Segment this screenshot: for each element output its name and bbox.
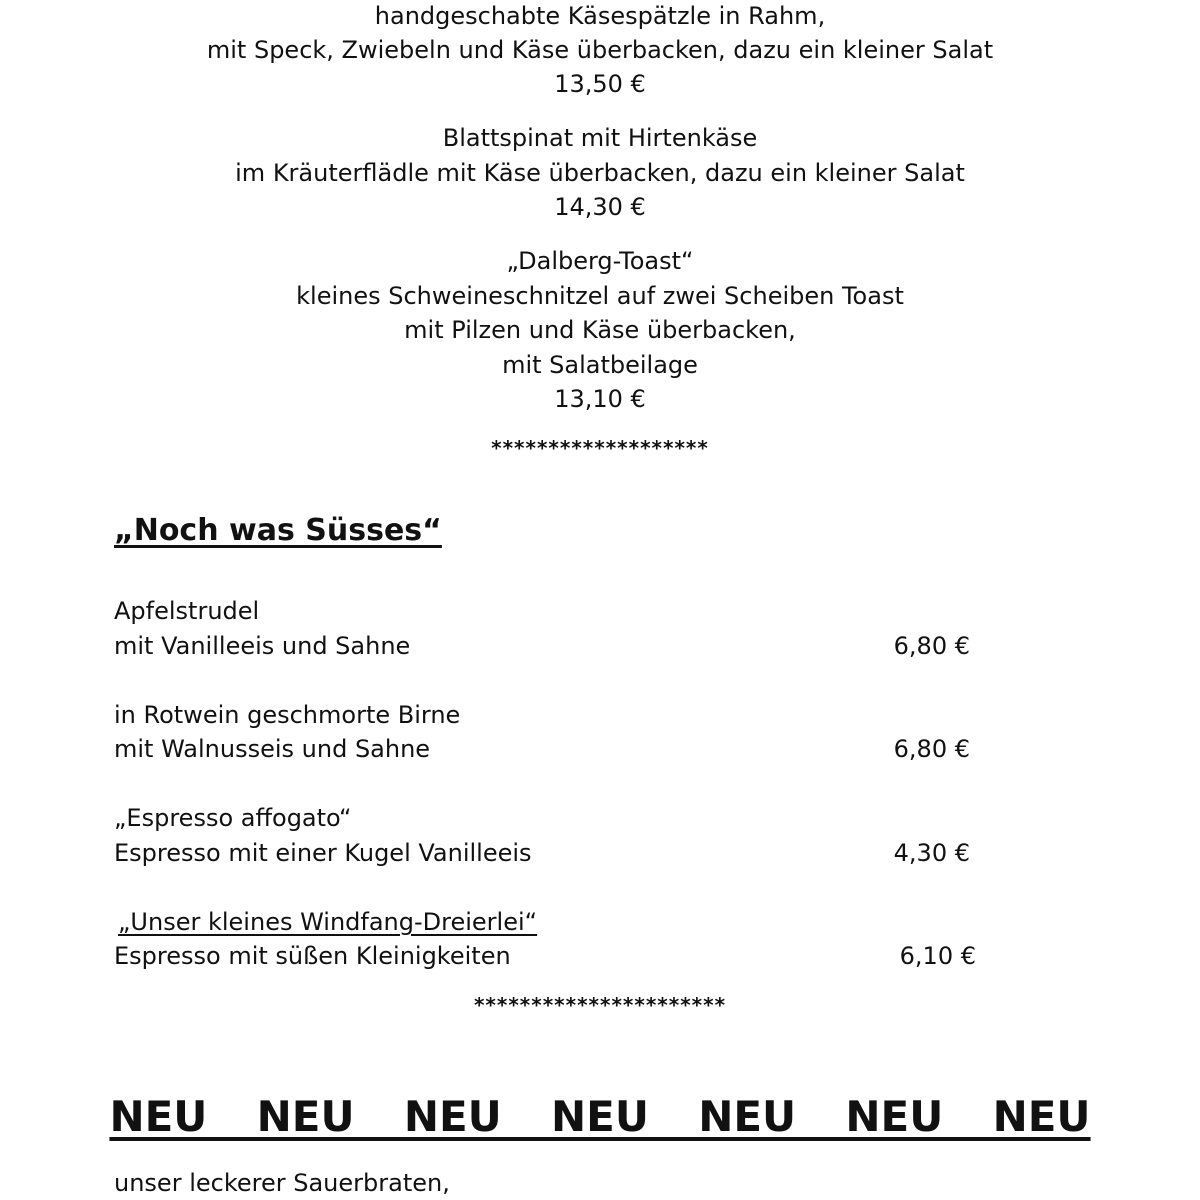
dish-3-price: 13,10 €	[554, 385, 646, 413]
dish-3-line-3: mit Pilzen und Käse überbacken,	[404, 316, 796, 344]
dish-1-price: 13,50 €	[554, 70, 646, 98]
dessert-3-name: „Espresso affogato“	[114, 804, 352, 832]
dessert-1-name: Apfelstrudel	[114, 597, 260, 625]
dish-1-line-2: mit Speck, Zwiebeln und Käse überbacken, dazu ein kleiner Salat	[206, 36, 994, 64]
dessert-4-name: „Unser kleines Windfang-Dreierlei“	[118, 908, 538, 936]
dessert-section-title: „Noch was Süsses“	[114, 513, 442, 548]
dessert-1-price: 6,80 €	[893, 632, 970, 660]
dish-3-line-1: „Dalberg-Toast“	[506, 247, 694, 275]
dessert-2-price: 6,80 €	[893, 735, 970, 763]
dessert-2-description: mit Walnusseis und Sahne	[114, 735, 431, 763]
separator-stars-1: *******************	[491, 436, 709, 460]
dish-2-price: 14,30 €	[554, 193, 646, 221]
dessert-3-price: 4,30 €	[893, 839, 970, 867]
new-item-intro: unser leckerer Sauerbraten,	[114, 1169, 450, 1197]
dish-3-line-4: mit Salatbeilage	[502, 351, 698, 379]
dish-2-line-2: im Kräuterflädle mit Käse überbacken, dazu ein kleiner Salat	[235, 159, 965, 187]
dish-2-line-1: Blattspinat mit Hirtenkäse	[442, 124, 758, 152]
dessert-4-price: 6,10 €	[899, 942, 976, 970]
dessert-1-description: mit Vanilleeis und Sahne	[114, 632, 411, 660]
dish-1-line-1: handgeschabte Käsespätzle in Rahm,	[374, 2, 826, 30]
dessert-4-description: Espresso mit süßen Kleinigkeiten	[114, 942, 511, 970]
dessert-3-description: Espresso mit einer Kugel Vanilleeis	[114, 839, 532, 867]
dessert-2-name: in Rotwein geschmorte Birne	[114, 701, 461, 729]
dish-3-line-2: kleines Schweineschnitzel auf zwei Scheiben Toast	[296, 282, 904, 310]
separator-stars-2: **********************	[473, 993, 727, 1017]
new-banner: NEU NEU NEU NEU NEU NEU NEU	[109, 1092, 1091, 1141]
